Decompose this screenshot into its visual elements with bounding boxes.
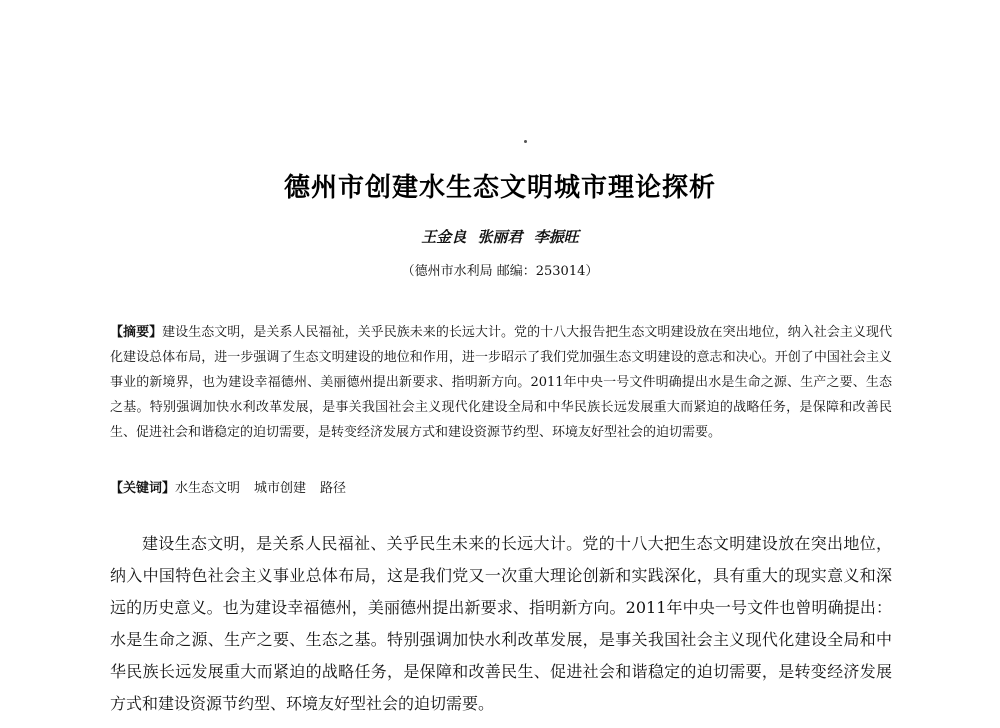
author-affiliation: （德州市水利局 邮编：253014） xyxy=(401,264,599,279)
abstract-text: 建设生态文明，是关系人民福祉，关乎民族未来的长远大计。党的十八大报告把生态文明建设放在突出地位，纳入社会主义现代化建设总体布局，进一步强调了生态文明建设的地位和作用，进一步昭示了我们党加强生态文明建设的意志和决心。开创了中国社会主义事业的新境界，也为建设幸福德州、美丽德州提出新要求、指明新方向。2011年中央一号文件明确提出水是生命之源、生产之要、生态之基。特别强调加快水利改革发展，是事关我国社会主义现代化建设全局和中华民族长远发展重大而紧迫的战略任务，是保障和改善民生、促进社会和谐稳定的迫切需要，是转变经济发展方式和建设资源节约型、环境友好型社会的迫切需要。 xyxy=(110,325,892,440)
scan-speck xyxy=(524,140,527,143)
author-list xyxy=(0,226,1000,248)
keywords xyxy=(110,478,892,500)
keywords-label: 【关键词】 xyxy=(110,481,176,496)
author-name: 李振旺 xyxy=(533,228,579,246)
keyword: 路径 xyxy=(320,481,347,496)
keyword: 城市创建 xyxy=(254,481,307,496)
paper-title: 德州市创建水生态文明城市理论探析 xyxy=(283,173,716,203)
author-name: 张丽君 xyxy=(477,228,523,246)
abstract-label: 【摘要】 xyxy=(110,325,163,340)
body-paragraph: 建设生态文明，是关系人民福祉、关乎民生未来的长远大计。党的十八大把生态文明建设放在突出地位，纳入中国特色社会主义事业总体布局，这是我们党又一次重大理论创新和实践深化，具有重大的现实意义和深远的历史意义。也为建设幸福德州，美丽德州提出新要求、指明新方向。2011年中央一号文件也曾明确提出：水是生命之源、生产之要、生态之基。特别强调加快水利改革发展，是事关我国社会主义现代化建设全局和中华民族长远发展重大而紧迫的战略任务，是保障和改善民生、促进社会和谐稳定的迫切需要，是转变经济发展方式和建设资源节约型、环境友好型社会的迫切需要。 xyxy=(110,534,892,713)
author-name: 王金良 xyxy=(421,228,467,246)
keyword: 水生态文明 xyxy=(175,481,241,496)
abstract xyxy=(110,320,892,445)
